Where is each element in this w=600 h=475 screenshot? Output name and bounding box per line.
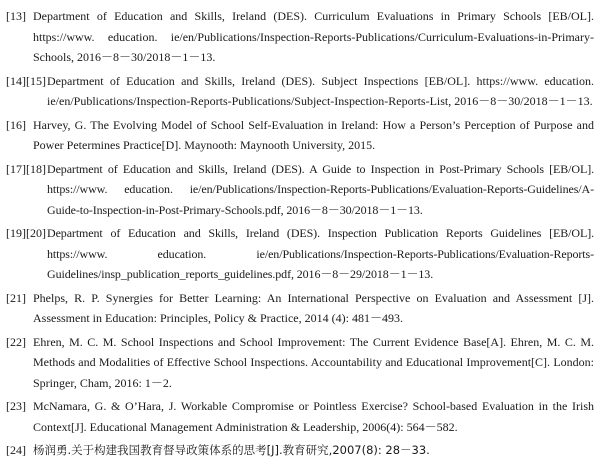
- reference-number: [16]: [6, 117, 26, 132]
- reference-item-13: [6, 6, 594, 68]
- reference-item-14-15: [6, 71, 594, 112]
- reference-text: Ehren, M. C. M. School Inspections and School Improvement: The Current Evidence Base[A]. Ehren, M. C. M. Methods and Modalities of Effective School Inspections. Accountability and Educational Improvement[C]. London: Springer, Cham, 2016: 1－2.: [33, 334, 594, 390]
- reference-text: McNamara, G. & O’Hara, J. Workable Compromise or Pointless Exercise? School-based Evaluation in the Irish Context[J]. Educational Management Administration & Leadership, 2006(4): 564－582.: [33, 399, 594, 434]
- reference-text: Department of Education and Skills, Ireland (DES). A Guide to Inspection in Post-Primary Schools [EB/OL]. https://www. education. ie/en/Publications/Inspection-Reports-Publications/Evaluation-Reports-Guidelines/A-Guide-to-Inspection-in-Post-Primary-Schools.pdf, 2016－8－30/2018－1－13.: [47, 161, 594, 217]
- reference-number: [14][15]: [6, 73, 46, 88]
- reference-number: [19][20]: [6, 226, 46, 241]
- reference-text: 杨润勇.关于构建我国教育督导政策体系的思考[J].教育研究,2007(8): 28－33.: [33, 443, 430, 458]
- reference-number: [24]: [6, 443, 26, 458]
- reference-number: [13]: [6, 9, 26, 23]
- reference-text: Phelps, R. P. Synergies for Better Learning: An International Perspective on Evaluation and Assessment [J]. Assessment in Education: Principles, Policy & Practice, 2014 (4): 481－493.: [33, 290, 594, 326]
- reference-item-24: [6, 440, 594, 461]
- reference-item-16: [6, 115, 594, 156]
- reference-number: [23]: [6, 399, 26, 414]
- reference-item-23: [6, 396, 594, 437]
- reference-text: Harvey, G. The Evolving Model of School Self-Evaluation in Ireland: How a Person’s Perception of Purpose and Power Petermines Practice[D]. Maynooth: Maynooth University, 2015.: [33, 117, 594, 153]
- reference-text: Department of Education and Skills, Ireland (DES). Inspection Publication Reports Guidelines [EB/OL]. https://www. education. ie/en/Publications/Inspection-Reports-Publications/Evaluation-Reports-Guidelines/insp_publication_reports_guidelines.pdf, 2016－8－29/2018－1－13.: [47, 226, 594, 282]
- reference-item-22: [6, 332, 594, 394]
- reference-item-17-18: [6, 159, 594, 221]
- reference-number: [17][18]: [6, 161, 46, 176]
- reference-list: [6, 6, 594, 464]
- reference-item-19-20: [6, 223, 594, 285]
- reference-number: [21]: [6, 290, 26, 305]
- reference-number: [22]: [6, 334, 26, 349]
- reference-text: Department of Education and Skills, Ireland (DES). Subject Inspections [EB/OL]. https://www. education. ie/en/Publications/Inspection-Reports-Publications/Subject-Inspection-Reports-List, 2016－8－30/2018－1－13.: [47, 73, 594, 109]
- reference-text: Department of Education and Skills, Ireland (DES). Curriculum Evaluations in Primary Schools [EB/OL]. https://www. education. ie/en/Publications/Inspection-Reports-Publications/Curriculum-Evaluations-in-Primary-Schools, 2016－8－30/2018－1－13.: [33, 9, 594, 65]
- reference-item-21: [6, 288, 594, 329]
